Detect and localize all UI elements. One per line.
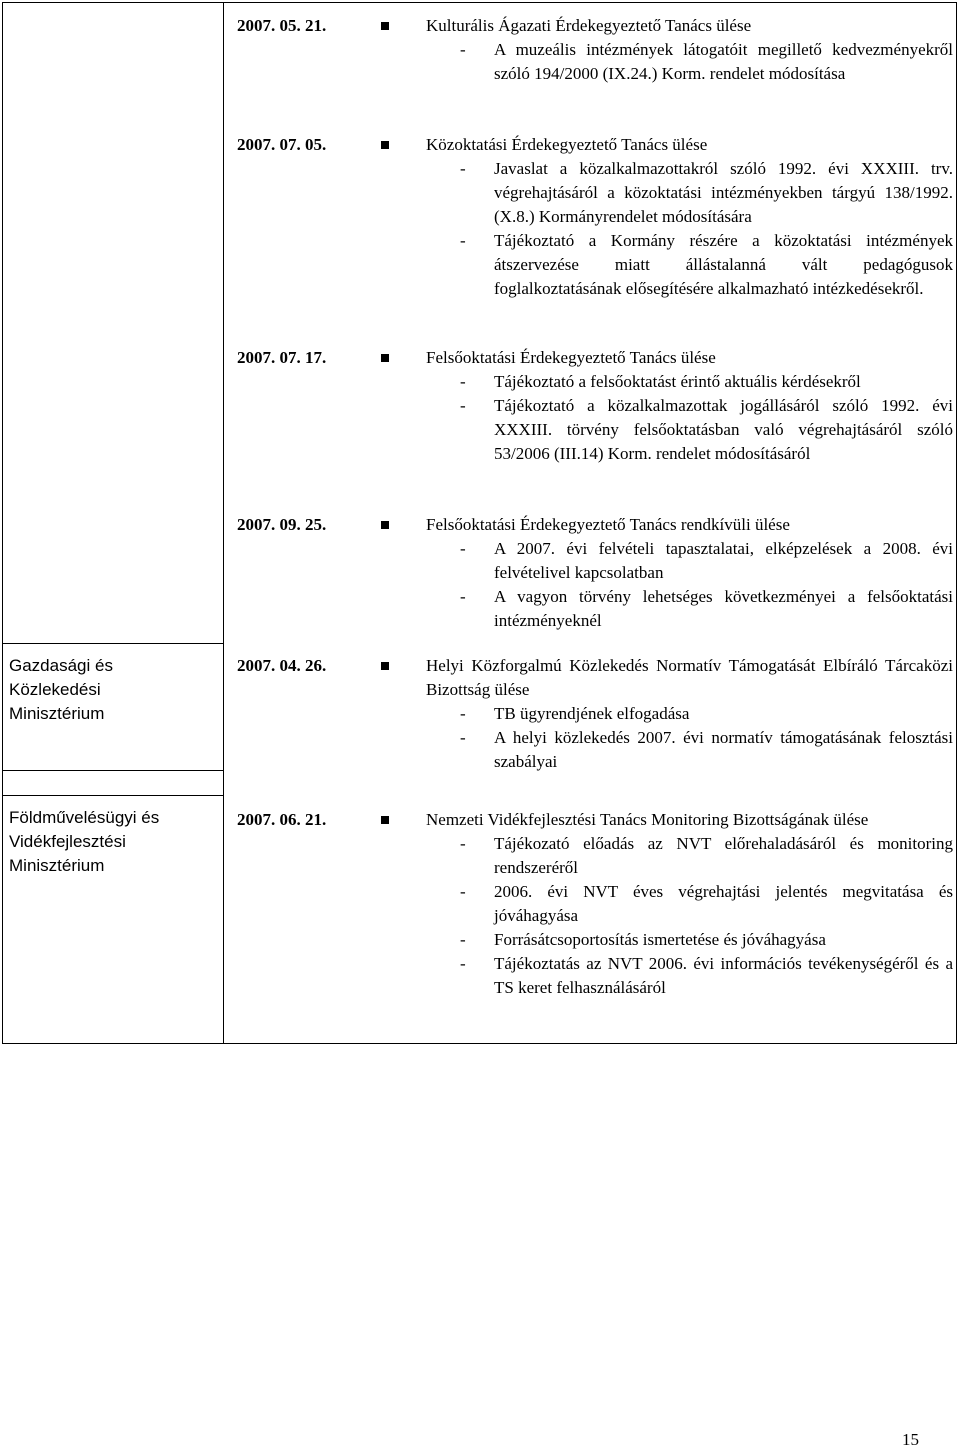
meeting-title: Kulturális Ágazati Érdekegyeztető Tanács ülése [426,16,752,35]
agenda-item-text: Tájékozató előadás az NVT előrehaladásáról és monitoring rendszeréről [494,834,953,877]
page-number: 15 [902,1430,919,1449]
agenda-item-text: TB ügyrendjének elfogadása [494,704,690,723]
ministry-name-line: Minisztérium [9,704,105,723]
agenda-item [426,952,953,1000]
agenda-item [426,880,953,928]
meeting-title: Helyi Közforgalmú Közlekedés Normatív Támogatását Elbíráló Tárcaközi Bizottság ülése [426,656,953,699]
agenda-item [426,229,953,301]
meeting-title: Nemzeti Vidékfejlesztési Tanács Monitoring Bizottságának ülése [426,810,869,829]
meeting-content [426,654,953,774]
meeting-content [426,346,953,466]
dash-bullet: - [460,40,466,59]
dash-bullet: - [460,587,466,606]
meeting-content [426,133,953,301]
agenda-item-text: Tájékoztató a közalkalmazottak jogállásáról szóló 1992. évi XXXIII. törvény felsőoktatásban való végrehajtásáról szóló 53/2006 (III.14) Korm. rendelet módosításáról [494,396,953,463]
agenda-item [426,928,953,952]
agenda-item [426,38,953,86]
meeting-date: 2007. 06. 21. [237,810,327,829]
dash-bullet: - [460,231,466,250]
square-bullet-icon [381,662,389,670]
agenda-item [426,394,953,466]
meeting-title: Felsőoktatási Érdekegyeztető Tanács ülése [426,348,716,367]
agenda-item [426,832,953,880]
dash-bullet: - [460,159,466,178]
agenda-item-text: A 2007. évi felvételi tapasztalatai, elképzelések a 2008. évi felvételivel kapcsolatban [494,539,953,582]
square-bullet-icon [381,354,389,362]
agenda-item-text: Tájékoztató a felsőoktatást érintő aktuális kérdésekről [494,372,861,391]
ministry-meetings-table [2,2,957,1044]
square-bullet-icon [381,22,389,30]
ministry-name-line: Földművelésügyi és [9,808,160,827]
meeting-date: 2007. 07. 17. [237,348,327,367]
agenda-item-text: A helyi közlekedés 2007. évi normatív támogatásának felosztási szabályai [494,728,953,771]
ministry-name-line: Vidékfejlesztési [9,832,126,851]
meeting-title: Felsőoktatási Érdekegyeztető Tanács rendkívüli ülése [426,515,790,534]
ministry-name-line: Minisztérium [9,856,105,875]
square-bullet-icon [381,141,389,149]
square-bullet-icon [381,816,389,824]
meeting-date: 2007. 05. 21. [237,16,327,35]
agenda-item-text: Tájékoztatás az NVT 2006. évi információs tevékenységéről és a TS keret felhasználásáról [494,954,953,997]
ministry-cell-gkm [3,643,223,771]
meeting-date: 2007. 07. 05. [237,135,327,154]
meeting-date: 2007. 09. 25. [237,515,327,534]
agenda-item-text: Forrásátcsoportosítás ismertetése és jóváhagyása [494,930,826,949]
dash-bullet: - [460,372,466,391]
agenda-item-text: Tájékoztató a Kormány részére a közoktatási intézmények átszervezése miatt állástalanná vált pedagógusok foglalkoztatásának elősegítésére alkalmazható intézkedésekről. [494,231,953,298]
square-bullet-icon [381,521,389,529]
ministry-name-line: Közlekedési [9,680,101,699]
meeting-content [426,808,953,1000]
dash-bullet: - [460,396,466,415]
dash-bullet: - [460,539,466,558]
agenda-item [426,157,953,229]
dash-bullet: - [460,930,466,949]
meeting-content [426,513,953,633]
dash-bullet: - [460,954,466,973]
ministry-name-line: Gazdasági és [9,656,113,675]
dash-bullet: - [460,728,466,747]
agenda-item-text: Javaslat a közalkalmazottakról szóló 1992. évi XXXIII. trv. végrehajtásáról a közoktatási intézményekben tárgyú 138/1992. (X.8.) Kormányrendelet módosítására [494,159,953,226]
agenda-item [426,585,953,633]
agenda-item [426,370,953,394]
agenda-item [426,726,953,774]
column-divider [223,3,224,1043]
agenda-item [426,537,953,585]
agenda-item-text: 2006. évi NVT éves végrehajtási jelentés megvitatása és jóváhagyása [494,882,953,925]
agenda-item-text: A muzeális intézmények látogatóit megillető kedvezményekről szóló 194/2000 (IX.24.) Korm. rendelet módosítása [494,40,953,83]
meeting-content [426,14,953,86]
dash-bullet: - [460,834,466,853]
agenda-item [426,702,953,726]
meeting-date: 2007. 04. 26. [237,656,327,675]
agenda-item-text: A vagyon törvény lehetséges következményei a felsőoktatási intézményeknél [494,587,953,630]
ministry-cell-fvm [3,795,223,1045]
meeting-title: Közoktatási Érdekegyeztető Tanács ülése [426,135,708,154]
dash-bullet: - [460,882,466,901]
dash-bullet: - [460,704,466,723]
